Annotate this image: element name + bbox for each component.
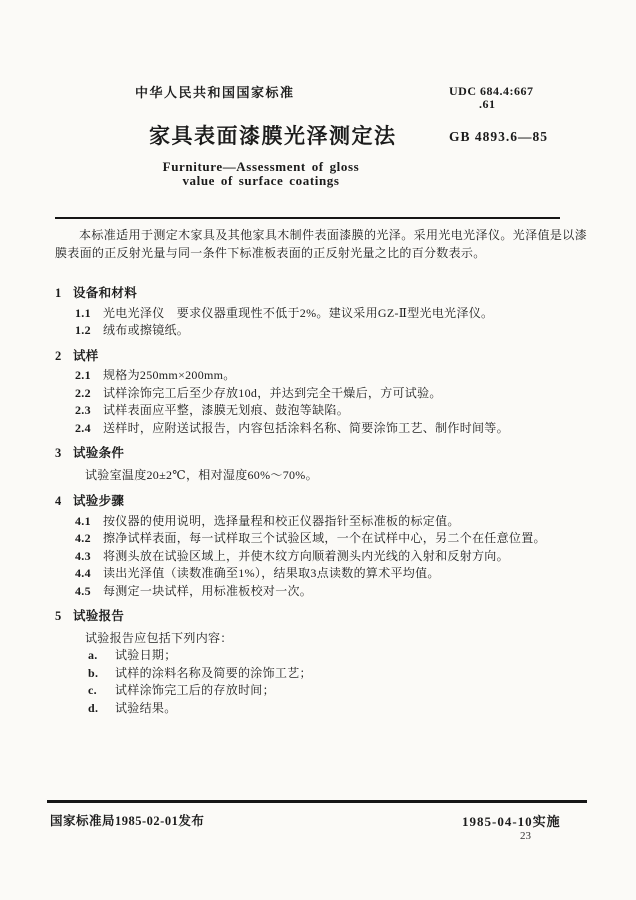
section-1-number: 1 — [55, 286, 62, 300]
section-3-heading — [55, 445, 587, 463]
section-2-heading — [55, 348, 587, 366]
page-number: 23 — [520, 830, 531, 842]
clause-2-4 — [55, 420, 587, 438]
report-item-c-text: 试样涂饰完工后的存放时间； — [115, 683, 275, 697]
clause-2-2-number: 2.2 — [75, 385, 91, 400]
document-title-en — [130, 160, 392, 188]
section-4-procedure — [55, 493, 587, 600]
section-2-number: 2 — [55, 348, 62, 363]
clause-4-2-text: 擦净试样表面，每一试样取三个试验区域，一个在试样中心，另二个在任意位置。 — [103, 531, 546, 545]
clause-4-2-number: 4.2 — [75, 531, 91, 545]
section-3-body: 试验室温度20±2℃，相对湿度60%～70%。 — [85, 467, 318, 482]
udc-line2: .61 — [479, 97, 496, 111]
scope-paragraph: 本标准适用于测定木家具及其他家具木制件表面漆膜的光泽。采用光电光泽仪。光泽值是以漆膜表面的正反射光量与同一条件下标准板表面的正反射光量之比的百分数表示。 — [55, 228, 587, 260]
section-5-test-report — [55, 608, 587, 717]
section-5-heading — [55, 608, 587, 626]
document-title-en-line2: value of surface coatings — [182, 173, 340, 188]
section-4-number: 4 — [55, 494, 62, 508]
standard-number: GB 4893.6—85 — [449, 129, 549, 144]
section-5-title: 试验报告 — [73, 609, 125, 623]
section-5-lead: 试验报告应包括下列内容： — [85, 630, 233, 645]
report-item-a-letter: a. — [88, 648, 98, 662]
document-title-en-line1: Furniture—Assessment of gloss — [162, 159, 360, 174]
section-1-heading — [55, 285, 587, 303]
report-item-c-letter: c. — [88, 683, 97, 697]
clause-2-2 — [55, 385, 587, 403]
document-body — [55, 227, 587, 717]
report-item-a — [55, 647, 587, 665]
clause-2-4-number: 2.4 — [75, 420, 91, 435]
section-4-heading — [55, 493, 587, 511]
clause-4-2 — [55, 530, 587, 548]
implementation-date: 1985-04-10实施 — [462, 814, 561, 829]
report-item-d — [55, 700, 587, 718]
report-item-c — [55, 682, 587, 700]
clause-4-5 — [55, 583, 587, 601]
udc-line1: UDC 684.4:667 — [449, 84, 534, 98]
clause-4-3-text: 将测头放在试验区域上，并使木纹方向顺着测头内光线的入射和反射方向。 — [103, 548, 509, 563]
clause-2-3-number: 2.3 — [75, 403, 91, 417]
report-item-a-text: 试验日期； — [115, 648, 177, 662]
report-item-b-text: 试样的涂料名称及简要的涂饰工艺； — [115, 665, 312, 680]
issue-date: 国家标准局1985-02-01发布 — [50, 814, 205, 828]
section-3-number: 3 — [55, 446, 62, 460]
national-standard-label: 中华人民共和国国家标准 — [135, 85, 295, 100]
clause-2-2-text: 试样涂饰完工后至少存放10d，并达到完全干燥后，方可试验。 — [103, 385, 442, 400]
section-5-number: 5 — [55, 609, 62, 623]
clause-1-2-text: 绒布或擦镜纸。 — [103, 323, 190, 337]
clause-4-1-number: 4.1 — [75, 513, 91, 528]
report-item-d-text: 试验结果。 — [115, 700, 177, 715]
footer-divider — [47, 800, 587, 803]
report-item-b — [55, 665, 587, 683]
document-title-cn: 家具表面漆膜光泽测定法 — [149, 124, 397, 148]
report-item-d-letter: d. — [88, 700, 99, 715]
section-1-equipment — [55, 285, 587, 340]
clause-2-3-text: 试样表面应平整，漆膜无划痕、鼓泡等缺陷。 — [103, 403, 350, 417]
clause-4-5-number: 4.5 — [75, 583, 91, 598]
udc-number — [449, 85, 534, 111]
report-item-b-letter: b. — [88, 665, 99, 680]
section-2-specimens — [55, 348, 587, 438]
clause-2-1 — [55, 367, 587, 385]
clause-4-4-text: 读出光泽值（读数准确至1%），结果取3点读数的算术平均值。 — [103, 566, 440, 580]
clause-4-1 — [55, 513, 587, 531]
clause-4-3 — [55, 548, 587, 566]
clause-4-1-text: 按仪器的使用说明，选择量程和校正仪器指针至标准板的标定值。 — [103, 513, 460, 528]
section-2-title: 试样 — [73, 348, 99, 363]
clause-4-4-number: 4.4 — [75, 566, 91, 580]
clause-1-2 — [55, 322, 587, 340]
clause-1-1-text: 光电光泽仪 要求仪器重现性不低于2%。建议采用GZ-Ⅱ型光电光泽仪。 — [103, 305, 494, 320]
header-divider — [55, 217, 560, 219]
clause-1-1-number: 1.1 — [75, 305, 91, 320]
clause-1-2-number: 1.2 — [75, 323, 91, 337]
section-3-test-conditions — [55, 445, 587, 484]
section-4-title: 试验步骤 — [73, 494, 125, 508]
section-3-title: 试验条件 — [73, 446, 125, 460]
clause-2-4-text: 送样时，应附送试报告，内容包括涂料名称、简要涂饰工艺、制作时间等。 — [103, 420, 509, 435]
section-1-title: 设备和材料 — [73, 286, 138, 300]
clause-2-1-text: 规格为250mm×200mm。 — [103, 368, 236, 382]
clause-4-3-number: 4.3 — [75, 548, 91, 563]
clause-4-5-text: 每测定一块试样，用标准板校对一次。 — [103, 583, 313, 598]
clause-2-3 — [55, 402, 587, 420]
clause-2-1-number: 2.1 — [75, 368, 91, 382]
clause-4-4 — [55, 565, 587, 583]
clause-1-1 — [55, 305, 587, 323]
